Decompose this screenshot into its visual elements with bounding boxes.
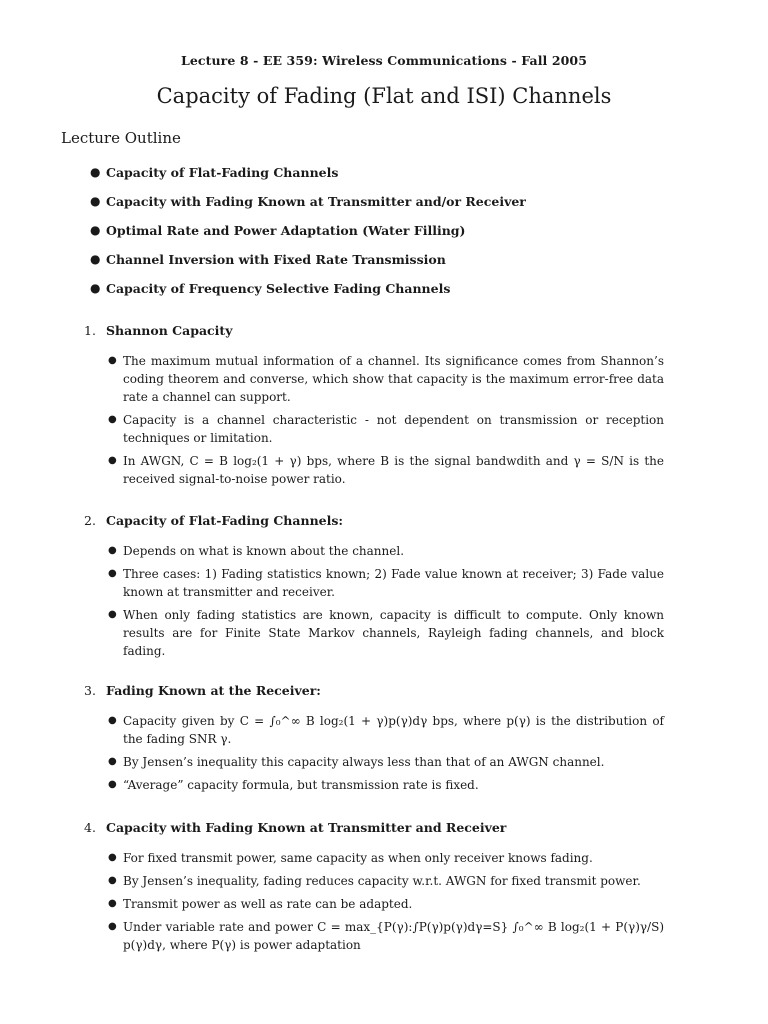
bullet-icon: ● — [108, 898, 117, 909]
section-items — [108, 542, 664, 660]
bullet-icon: ● — [90, 165, 101, 179]
outline-item: ● Capacity of Flat-Fading Channels — [90, 165, 339, 180]
bullet-icon: ● — [90, 281, 101, 295]
bullet-icon: ● — [90, 252, 101, 266]
course-header: Lecture 8 - EE 359: Wireless Communications - Fall 2005 — [180, 53, 588, 68]
page-title: Capacity of Fading (Flat and ISI) Channels — [156, 84, 612, 108]
section-title: 1. Shannon Capacity — [84, 323, 233, 338]
bullet-icon: ● — [108, 355, 117, 366]
bullet-icon: ● — [90, 223, 101, 237]
section-title: 2. Capacity of Flat-Fading Channels: — [84, 513, 344, 528]
outline-list — [90, 165, 526, 310]
list-item: ● Under variable rate and power C = max_{P(γ):∫P(γ)p(γ)dγ=S} ∫₀^∞ B log₂(1 + P(γ)γ/S) p(γ)dγ, where P(γ) is power adaptation — [108, 920, 664, 952]
list-item: ● Three cases: 1) Fading statistics known; 2) Fade value known at receiver; 3) Fade value known at transmitter and receiver. — [108, 567, 664, 599]
bullet-icon: ● — [108, 875, 117, 886]
list-item: ● Transmit power as well as rate can be adapted. — [108, 897, 413, 911]
outline-item: ● Capacity of Frequency Selective Fading Channels — [90, 281, 451, 296]
section-flat-fading — [84, 513, 664, 665]
list-item: ● When only fading statistics are known, capacity is difficult to compute. Only known results are for Finite State Markov channels, Rayleigh fading channels, and block fading. — [108, 608, 664, 658]
list-item: ● Capacity given by C = ∫₀^∞ B log₂(1 + γ)p(γ)dγ bps, where p(γ) is the distribution of the fading SNR γ. — [108, 714, 664, 746]
bullet-icon: ● — [108, 779, 117, 790]
outline-item: ● Optimal Rate and Power Adaptation (Water Filling) — [90, 223, 466, 238]
bullet-icon: ● — [108, 545, 117, 556]
section-fading-tx-rx — [84, 820, 664, 959]
bullet-icon: ● — [108, 715, 117, 726]
section-items — [108, 849, 664, 954]
bullet-icon: ● — [90, 194, 101, 208]
bullet-icon: ● — [108, 609, 117, 620]
section-fading-receiver — [84, 683, 664, 799]
bullet-icon: ● — [108, 568, 117, 579]
list-item: ● In AWGN, C = B log₂(1 + γ) bps, where B is the signal bandwdith and γ = S/N is the received signal-to-noise power ratio. — [108, 454, 664, 486]
bullet-icon: ● — [108, 921, 117, 932]
outline-item: ● Channel Inversion with Fixed Rate Transmission — [90, 252, 446, 267]
outline-heading: Lecture Outline — [61, 129, 181, 147]
section-title: 3. Fading Known at the Receiver: — [84, 683, 321, 698]
list-item: ● The maximum mutual information of a channel. Its significance comes from Shannon’s coding theorem and converse, which show that capacity is the maximum error-free data rate a channel can support. — [108, 354, 664, 404]
list-item: ● Depends on what is known about the channel. — [108, 544, 405, 558]
list-item: ● For fixed transmit power, same capacity as when only receiver knows fading. — [108, 851, 593, 865]
bullet-icon: ● — [108, 414, 117, 425]
list-item: ● Capacity is a channel characteristic - not dependent on transmission or reception techniques or limitation. — [108, 413, 664, 445]
list-item: ● “Average” capacity formula, but transmission rate is fixed. — [108, 778, 479, 792]
list-item: ● By Jensen’s inequality this capacity always less than that of an AWGN channel. — [108, 755, 605, 769]
bullet-icon: ● — [108, 455, 117, 466]
section-items — [108, 352, 664, 488]
section-title: 4. Capacity with Fading Known at Transmitter and Receiver — [84, 820, 507, 835]
section-shannon-capacity — [84, 323, 664, 493]
bullet-icon: ● — [108, 756, 117, 767]
list-item: ● By Jensen’s inequality, fading reduces capacity w.r.t. AWGN for fixed transmit power. — [108, 874, 641, 888]
outline-item: ● Capacity with Fading Known at Transmitter and/or Receiver — [90, 194, 526, 209]
section-items — [108, 712, 664, 794]
bullet-icon: ● — [108, 852, 117, 863]
